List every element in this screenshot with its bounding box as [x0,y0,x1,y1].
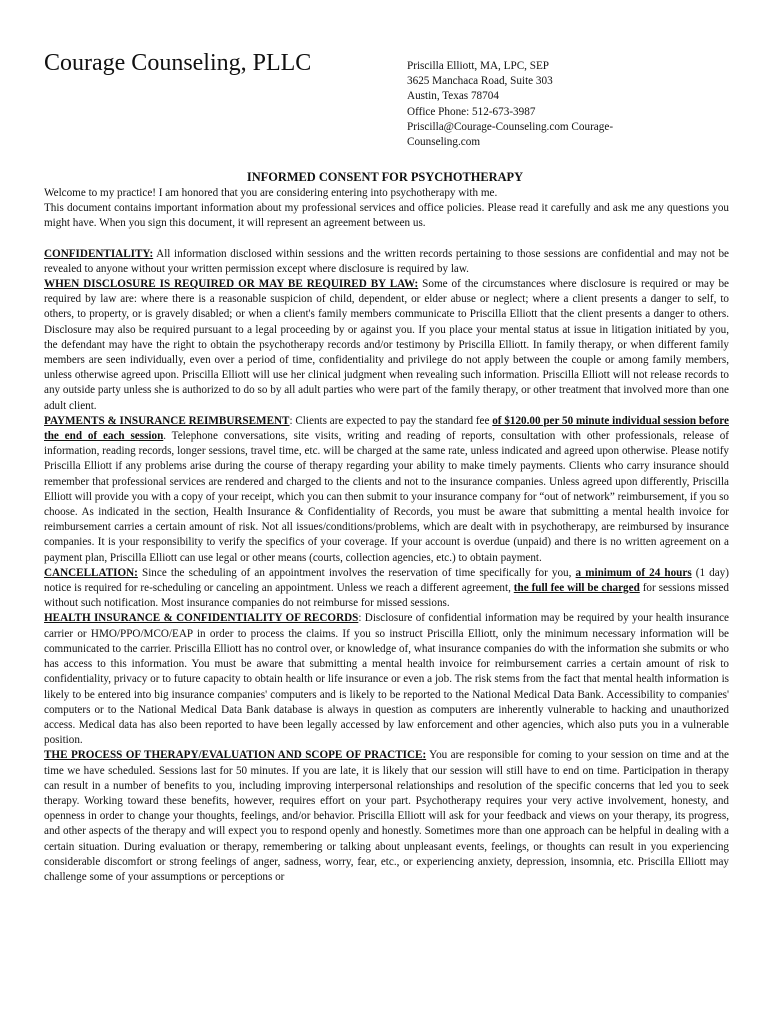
confidentiality-text: All information disclosed within sessions and the written records pertaining to those sessions are confidential and may not be revealed to anyone without your written permission except where disclosure is required by law. [44,247,729,275]
contact-phone: Office Phone: 512-673-3987 [407,105,536,118]
confidentiality-heading: CONFIDENTIALITY: [44,247,154,260]
contact-email-website: Priscilla@Courage-Counseling.com Courage-Counseling.com [407,120,614,149]
contact-address-line1: 3625 Manchaca Road, Suite 303 [407,75,553,88]
payments-fee: of $120.00 per 50 minute individual session before the end of each session [44,414,729,443]
practice-name: Courage Counseling, PLLC [44,50,312,76]
process-paragraph [44,748,729,885]
contact-name: Priscilla Elliott, MA, LPC, SEP [407,60,550,72]
document-title: INFORMED CONSENT FOR PSYCHOTHERAPY [246,170,524,184]
cancellation-minimum: a minimum of 24 hours [575,566,692,579]
health-insurance-text: : Disclosure of confidential information may be required by your health insurance carrier or HMO/PPO/MCO/EAP in order to process the claims. If you so instruct Priscilla Elliott, only the minimum necessary information will be communicated to the carrier. Priscilla Elliott has no control over, or knowledge of, what insurance companies do with the information she submits or who has access to this information. You must be aware that submitting a mental health invoice for reimbursement carries a certain amount of risk to confidentiality, privacy or to future capacity to obtain health or life insurance or even a job. The risk stems from the fact that mental health information is likely to be entered into big insurance companies' computers and is likely to be reported to the National Medical Data Bank. Accessibility to companies' computers or to the National Medical Data Bank database is always in question as computers are inherently vulnerable to hacking and unauthorized access. Medical data has also been reported to have been legally accessed by law enforcement and other agencies, which also puts you in a vulnerable position. [44,612,729,747]
cancellation-text-2: (1 day) notice is required for re-scheduling or canceling an appointment. Unless we reach a different agreement, [44,566,729,595]
payments-heading: PAYMENTS & INSURANCE REIMBURSEMENT [44,414,290,427]
disclosure-text: Some of the circumstances where disclosure is required or may be required by law are: where there is a reasonable suspicion of child, dependent, or elder abuse or neglect; where a client presents a danger to self, to others, to property, or is gravely disabled; or when a client's family members communicate to Priscilla Elliott that the client presents a danger to others. Disclosure may also be required pursuant to a legal proceeding by or against you. If you place your mental status at issue in litigation initiated by you, the defendant may have the right to obtain the psychotherapy records and/or testimony by Priscilla Elliott. In family therapy, or when different family members are seen individually, even over a period of time, confidentiality and privilege do not apply between the couple or among family members, unless otherwise agreed upon. Priscilla Elliott will use her clinical judgment when revealing such information. Priscilla Elliott will not release records to any outside party unless she is authorized to do so by all adult parties who were part of the family therapy, or other treatment that involved more than one adult client. [44,278,729,412]
paragraph-gap [44,232,729,247]
payments-text-1: : Clients are expected to pay the standard fee [289,414,493,427]
cancellation-paragraph [44,566,729,612]
cancellation-heading: CANCELLATION: [44,566,138,579]
process-text: You are responsible for coming to your session on time and at the time we have scheduled. Sessions last for 50 minutes. If you are late, it is likely that our session will still have to end on time. Participation in therapy can result in a number of benefits to you, including improving interpersonal relationships and resolution of the specific concerns that led you to seek therapy. Working toward these benefits, however, requires effort on your part. Psychotherapy requires your very active involvement, honesty, and openness in order to change your thoughts, feelings, and/or behavior. Priscilla Elliott will ask for your feedback and views on your therapy, its progress, and other aspects of the therapy and will expect you to respond openly and honestly. Sometimes more than one approach can be helpful in dealing with a certain situation. During evaluation or therapy, remembering or talking about unpleasant events, feelings, or thoughts can result in you experiencing considerable discomfort or strong feelings of anger, sadness, worry, fear, etc., or experiencing anxiety, depression, insomnia, etc. Priscilla Elliott may challenge some of your assumptions or perceptions or [44,749,729,883]
confidentiality-paragraph [44,247,729,277]
cancellation-text-1: Since the scheduling of an appointment involves the reservation of time specifically for you, [137,566,576,579]
intro-line-2: This document contains important information about my professional services and office policies. Please read it carefully and ask me any questions you might have. When you sign this document, it will represent an agreement between us. [44,202,729,230]
payments-text-2: . Telephone conversations, site visits, writing and reading of reports, consultation with other professionals, release of information, reading records, longer sessions, travel time, etc. will be charged at the same rate, unless indicated and agreed upon otherwise. Please notify Priscilla Elliott if any problems arise during the course of therapy regarding your ability to make timely payments. Clients who carry insurance should remember that professional services are rendered and charged to the clients and not to the insurance companies. Unless agreed upon differently, Priscilla Elliott will provide you with a copy of your receipt, which you can then submit to your insurance company for “out of network” reimbursement, if you so choose. As indicated in the section, Health Insurance & Confidentiality of Records, you must be aware that submitting a mental health invoice for reimbursement carries a certain amount of risk. Not all issues/conditions/problems, which are dealt with in psychotherapy, are reimbursed by insurance companies. It is your responsibility to verify the specifics of your coverage. If your account is overdue (unpaid) and there is no written agreement on a payment plan, Priscilla Elliott can use legal or other means (courts, collection agencies, etc.) to obtain payment. [44,430,729,564]
process-heading: THE PROCESS OF THERAPY/EVALUATION AND SCOPE OF PRACTICE: [44,749,427,762]
cancellation-full-fee: the full fee will be charged [513,582,640,595]
contact-block [407,59,707,150]
disclosure-paragraph [44,277,729,414]
contact-address-line2: Austin, Texas 78704 [407,90,499,103]
health-insurance-paragraph [44,611,729,748]
document-body [44,186,729,885]
payments-paragraph [44,414,729,566]
health-insurance-heading: HEALTH INSURANCE & CONFIDENTIALITY OF RECORDS [44,612,359,625]
intro-line-1: Welcome to my practice! I am honored that you are considering entering into psychotherapy with me. [44,187,498,199]
cancellation-text-3: for sessions missed without such notification. Most insurance companies do not reimburse for missed sessions. [44,582,729,610]
disclosure-heading: WHEN DISCLOSURE IS REQUIRED OR MAY BE REQUIRED BY LAW: [44,278,419,291]
